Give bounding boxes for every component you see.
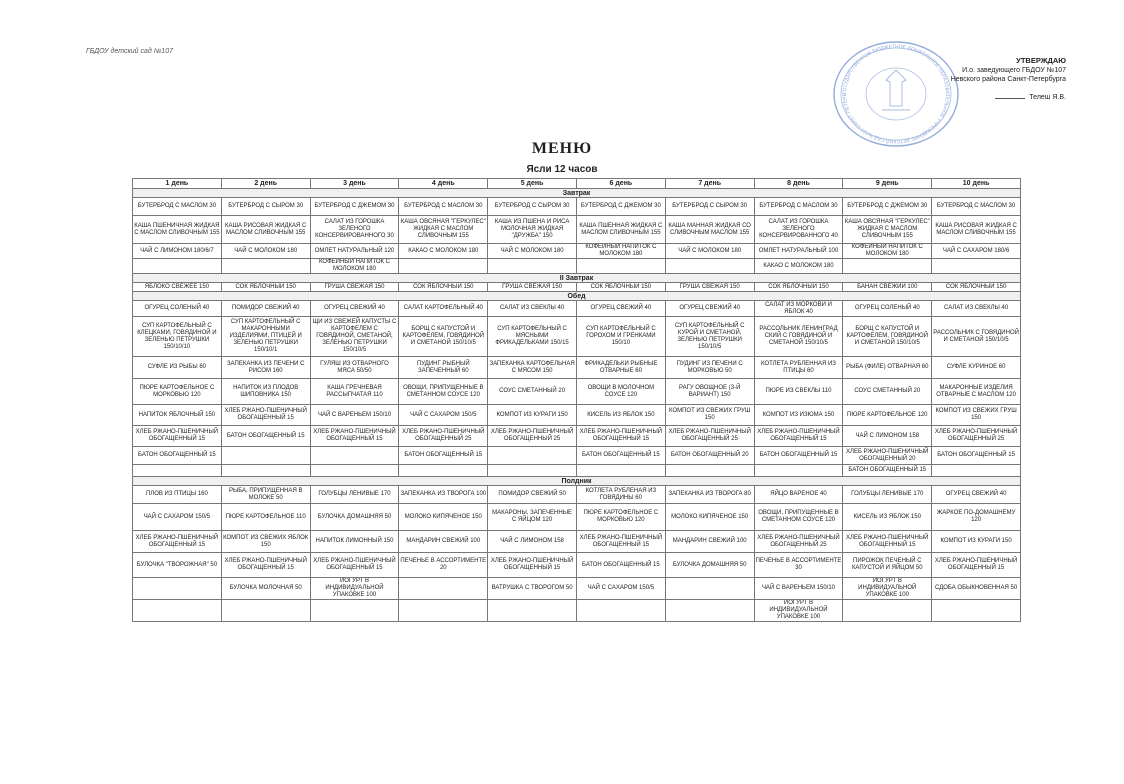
menu-cell: БУЛОЧКА МОЛОЧНАЯ 50	[221, 578, 310, 600]
table-row	[133, 244, 1021, 259]
menu-cell: САЛАТ ИЗ ГОРОШКА ЗЕЛЕНОГО КОНСЕРВИРОВАННОГО 40	[754, 216, 843, 244]
menu-cell: КАША ИЗ ПШЕНА И РИСА МОЛОЧНАЯ ЖИДКАЯ "ДРУЖБА" 150	[488, 216, 577, 244]
menu-cell: СДОБА ОБЫКНОВЕННАЯ 50	[932, 578, 1021, 600]
menu-cell: ПУДИНГ ИЗ ПЕЧЕНИ С МОРКОВЬЮ 50	[665, 357, 754, 379]
menu-cell: ХЛЕБ РЖАНО-ПШЕНИЧНЫЙ ОБОГАЩЕННЫЙ 25	[488, 426, 577, 447]
menu-cell: КОМПОТ ИЗ СВЕЖИХ ГРУШ 150	[932, 405, 1021, 426]
menu-cell: КОФЕЙНЫЙ НАПИТОК С МОЛОКОМ 180	[310, 259, 399, 274]
menu-cell: ХЛЕБ РЖАНО-ПШЕНИЧНЫЙ ОБОГАЩЕННЫЙ 25	[399, 426, 488, 447]
menu-cell: БУТЕРБРОД С МАСЛОМ 30	[399, 198, 488, 216]
day-header: 1 день	[133, 179, 222, 189]
table-row	[133, 259, 1021, 274]
organization-name: ГБДОУ детский сад №107	[86, 48, 173, 55]
day-header: 7 день	[665, 179, 754, 189]
menu-cell: ХЛЕБ РЖАНО-ПШЕНИЧНЫЙ ОБОГАЩЕННЫЙ 15	[221, 405, 310, 426]
menu-cell: КАША ПШЕНИЧНАЯ ЖИДКАЯ С МАСЛОМ СЛИВОЧНЫМ 155	[133, 216, 222, 244]
menu-cell: НАПИТОК ИЗ ПЛОДОВ ШИПОВНИКА 150	[221, 379, 310, 405]
menu-cell	[221, 447, 310, 465]
day-header: 2 день	[221, 179, 310, 189]
menu-cell	[399, 465, 488, 477]
menu-cell: КОМПОТ ИЗ СВЕЖИХ ЯБЛОК 150	[221, 531, 310, 553]
menu-cell: ЧАЙ С САХАРОМ 150/5	[576, 578, 665, 600]
menu-cell: ОВОЩИ, ПРИПУЩЕННЫЕ В СМЕТАННОМ СОУСЕ 120	[399, 379, 488, 405]
menu-cell: ЧАЙ С МОЛОКОМ 180	[488, 244, 577, 259]
menu-cell: ХЛЕБ РЖАНО-ПШЕНИЧНЫЙ ОБОГАЩЕННЫЙ 15	[221, 553, 310, 578]
menu-cell: БУТЕРБРОД С ДЖЕМОМ 30	[310, 198, 399, 216]
menu-cell: КОМПОТ ИЗ ИЗЮМА 150	[754, 405, 843, 426]
menu-cell: ОГУРЕЦ СВЕЖИЙ 40	[310, 301, 399, 317]
menu-cell: КАША ОВСЯНАЯ "ГЕРКУЛЕС" ЖИДКАЯ С МАСЛОМ СЛИВОЧНЫМ 155	[843, 216, 932, 244]
menu-cell: КАКАО С МОЛОКОМ 180	[399, 244, 488, 259]
menu-cell: РАССОЛЬНИК ЛЕНИНГРАД СКИЙ С ГОВЯДИНОЙ И СМЕТАНОЙ 150/10/5	[754, 317, 843, 357]
menu-cell: ПОМИДОР СВЕЖИЙ 40	[221, 301, 310, 317]
menu-cell	[399, 600, 488, 622]
menu-cell: ХЛЕБ РЖАНО-ПШЕНИЧНЫЙ ОБОГАЩЕННЫЙ 15	[843, 531, 932, 553]
table-row	[133, 465, 1021, 477]
menu-cell: СУФЛЕ ИЗ РЫБЫ 60	[133, 357, 222, 379]
menu-cell: ХЛЕБ РЖАНО-ПШЕНИЧНЫЙ ОБОГАЩЕННЫЙ 20	[843, 447, 932, 465]
menu-cell	[310, 465, 399, 477]
menu-cell: ХЛЕБ РЖАНО-ПШЕНИЧНЫЙ ОБОГАЩЕННЫЙ 25	[932, 426, 1021, 447]
menu-cell: ФРИКАДЕЛЬКИ РЫБНЫЕ ОТВАРНЫЕ 60	[576, 357, 665, 379]
menu-cell: ОГУРЕЦ СОЛЕНЫЙ 40	[133, 301, 222, 317]
menu-cell: БАТОН ОБОГАЩЕННЫЙ 15	[221, 426, 310, 447]
section-title: Обед	[133, 292, 1021, 301]
menu-cell: ЗАПЕКАНКА ИЗ ПЕЧЕНИ С РИСОМ 160	[221, 357, 310, 379]
menu-cell: СУП КАРТОФЕЛЬНЫЙ С МАКАРОННЫМИ ИЗДЕЛИЯМИ, ПТИЦЕЙ И ЗЕЛЕНЬЮ ПЕТРУШКИ 150/10/1	[221, 317, 310, 357]
menu-cell: ЖАРКОЕ ПО-ДОМАШНЕМУ 120	[932, 504, 1021, 531]
menu-cell: БУТЕРБРОД С СЫРОМ 30	[665, 198, 754, 216]
menu-cell: БАНАН СВЕЖИЙ 100	[843, 283, 932, 292]
menu-cell	[576, 600, 665, 622]
menu-cell: ЩИ ИЗ СВЕЖЕЙ КАПУСТЫ С КАРТОФЕЛЕМ С ГОВЯДИНОЙ, СМЕТАНОЙ, ЗЕЛЕНЬЮ ПЕТРУШКИ 150/10/5	[310, 317, 399, 357]
menu-cell: ЧАЙ С МОЛОКОМ 180	[665, 244, 754, 259]
menu-cell	[221, 259, 310, 274]
menu-cell: ХЛЕБ РЖАНО-ПШЕНИЧНЫЙ ОБОГАЩЕННЫЙ 25	[754, 531, 843, 553]
menu-cell: БУЛОЧКА ДОМАШНЯЯ 50	[310, 504, 399, 531]
signature-underline	[995, 98, 1025, 99]
menu-cell: ПЮРЕ КАРТОФЕЛЬНОЕ С МОРКОВЬЮ 120	[576, 504, 665, 531]
menu-cell: БУТЕРБРОД С СЫРОМ 30	[488, 198, 577, 216]
days-header-row	[133, 179, 1021, 189]
menu-cell: КОМПОТ ИЗ КУРАГИ 150	[488, 405, 577, 426]
menu-cell	[488, 600, 577, 622]
menu-cell: СОК ЯБЛОЧНЫЙ 150	[932, 283, 1021, 292]
menu-cell: МАКАРОННЫЕ ИЗДЕЛИЯ ОТВАРНЫЕ С МАСЛОМ 120	[932, 379, 1021, 405]
approve-district: Невского района Санкт-Петербурга	[950, 76, 1066, 83]
menu-cell: ЯЙЦО ВАРЕНОЕ 40	[754, 486, 843, 504]
menu-cell: ОМЛЕТ НАТУРАЛЬНЫЙ 120	[310, 244, 399, 259]
menu-cell: СУП КАРТОФЕЛЬНЫЙ С КЛЕЦКАМИ, ГОВЯДИНОЙ И ЗЕЛЕНЬЮ ПЕТРУШКИ 150/10/10	[133, 317, 222, 357]
menu-cell: ЧАЙ С ЛИМОНОМ 180/6/7	[133, 244, 222, 259]
menu-cell: СОК ЯБЛОЧНЫЙ 150	[576, 283, 665, 292]
menu-cell: СОК ЯБЛОЧНЫЙ 150	[221, 283, 310, 292]
table-row	[133, 578, 1021, 600]
menu-cell: ЧАЙ С ВАРЕНЬЕМ 150/10	[754, 578, 843, 600]
menu-cell: САЛАТ КАРТОФЕЛЬНЫЙ 40	[399, 301, 488, 317]
menu-body	[133, 189, 1021, 622]
day-header: 4 день	[399, 179, 488, 189]
menu-cell: ХЛЕБ РЖАНО-ПШЕНИЧНЫЙ ОБОГАЩЕННЫЙ 15	[576, 531, 665, 553]
menu-cell	[754, 465, 843, 477]
approve-title: УТВЕРЖДАЮ	[1016, 56, 1066, 65]
menu-cell: ЗАПЕКАНКА ИЗ ТВОРОГА 80	[665, 486, 754, 504]
menu-cell: РАССОЛЬНИК С ГОВЯДИНОЙ И СМЕТАНОЙ 150/10/5	[932, 317, 1021, 357]
menu-cell	[310, 447, 399, 465]
menu-cell: ПЮРЕ КАРТОФЕЛЬНОЕ С МОРКОВЬЮ 120	[133, 379, 222, 405]
menu-cell: МОЛОКО КИПЯЧЕНОЕ 150	[399, 504, 488, 531]
menu-cell	[932, 259, 1021, 274]
menu-cell: КАША ОВСЯНАЯ "ГЕРКУЛЕС" ЖИДКАЯ С МАСЛОМ СЛИВОЧНЫМ 155	[399, 216, 488, 244]
menu-cell: ГРУША СВЕЖАЯ 150	[665, 283, 754, 292]
menu-cell: БАТОН ОБОГАЩЕННЫЙ 15	[399, 447, 488, 465]
day-header: 3 день	[310, 179, 399, 189]
table-row	[133, 379, 1021, 405]
menu-cell: СОК ЯБЛОЧНЫЙ 150	[399, 283, 488, 292]
day-header: 10 день	[932, 179, 1021, 189]
menu-cell: КАША РИСОВАЯ ЖИДКАЯ С МАСЛОМ СЛИВОЧНЫМ 155	[932, 216, 1021, 244]
table-row	[133, 405, 1021, 426]
menu-cell: ХЛЕБ РЖАНО-ПШЕНИЧНЫЙ ОБОГАЩЕННЫЙ 15	[754, 426, 843, 447]
menu-cell: ЙОГУРТ В ИНДИВИДУАЛЬНОЙ УПАКОВКЕ 100	[843, 578, 932, 600]
menu-cell: БАТОН ОБОГАЩЕННЫЙ 15	[576, 447, 665, 465]
menu-cell: СУФЛЕ КУРИНОЕ 60	[932, 357, 1021, 379]
menu-cell: ВАТРУШКА С ТВОРОГОМ 50	[488, 578, 577, 600]
menu-cell: КАКАО С МОЛОКОМ 180	[754, 259, 843, 274]
menu-cell: ОГУРЕЦ СВЕЖИЙ 40	[665, 301, 754, 317]
menu-cell: БУТЕРБРОД С МАСЛОМ 30	[133, 198, 222, 216]
menu-cell: ЧАЙ С САХАРОМ 150/5	[133, 504, 222, 531]
menu-cell: СУП КАРТОФЕЛЬНЫЙ С МЯСНЫМИ ФРИКАДЕЛЬКАМИ 150/15	[488, 317, 577, 357]
menu-cell: ХЛЕБ РЖАНО-ПШЕНИЧНЫЙ ОБОГАЩЕННЫЙ 15	[576, 426, 665, 447]
table-row	[133, 283, 1021, 292]
menu-cell: БАТОН ОБОГАЩЕННЫЙ 15	[133, 447, 222, 465]
menu-cell	[488, 465, 577, 477]
approve-signer: Телеш Я.В.	[1029, 93, 1066, 101]
table-row	[133, 600, 1021, 622]
menu-cell: БАТОН ОБОГАЩЕННЫЙ 15	[576, 553, 665, 578]
menu-cell: ПЕЧЕНЬЕ В АССОРТИМЕНТЕ 30	[754, 553, 843, 578]
day-header: 8 день	[754, 179, 843, 189]
menu-cell	[932, 465, 1021, 477]
menu-cell: ПОМИДОР СВЕЖИЙ 50	[488, 486, 577, 504]
approve-signature-line	[951, 93, 1066, 103]
menu-cell: ЧАЙ С ЛИМОНОМ 158	[488, 531, 577, 553]
menu-cell: ЗАПЕКАНКА КАРТОФЕЛЬНАЯ С МЯСОМ 150	[488, 357, 577, 379]
menu-cell: ГРУША СВЕЖАЯ 150	[488, 283, 577, 292]
menu-cell	[488, 447, 577, 465]
table-row	[133, 447, 1021, 465]
page-title: МЕНЮ	[531, 140, 593, 157]
menu-cell	[133, 578, 222, 600]
menu-cell: ОГУРЕЦ СВЕЖИЙ 40	[576, 301, 665, 317]
table-row	[133, 553, 1021, 578]
menu-cell	[576, 259, 665, 274]
section-title: II Завтрак	[133, 274, 1021, 283]
menu-cell: БОРЩ С КАПУСТОЙ И КАРТОФЕЛЕМ, ГОВЯДИНОЙ И СМЕТАНОЙ 150/10/5	[843, 317, 932, 357]
approve-position: И.о. заведующего ГБДОУ №107	[962, 66, 1066, 74]
menu-cell	[133, 465, 222, 477]
menu-cell: БУТЕРБРОД С ДЖЕМОМ 30	[843, 198, 932, 216]
menu-cell: ПЮРЕ КАРТОФЕЛЬНОЕ 110	[221, 504, 310, 531]
table-row	[133, 301, 1021, 317]
menu-cell: СОУС СМЕТАННЫЙ 20	[843, 379, 932, 405]
menu-cell: КИСЕЛЬ ИЗ ЯБЛОК 150	[843, 504, 932, 531]
menu-cell: ХЛЕБ РЖАНО-ПШЕНИЧНЫЙ ОБОГАЩЕННЫЙ 15	[310, 426, 399, 447]
page-subtitle: Ясли 12 часов	[526, 164, 598, 175]
menu-cell: ГРУША СВЕЖАЯ 150	[310, 283, 399, 292]
menu-cell: КАША ГРЕЧНЕВАЯ РАССЫПЧАТАЯ 110	[310, 379, 399, 405]
menu-cell: ЗАПЕКАНКА ИЗ ТВОРОГА 100	[399, 486, 488, 504]
menu-cell: РЫБА (ФИЛЕ) ОТВАРНАЯ 60	[843, 357, 932, 379]
day-header: 9 день	[843, 179, 932, 189]
menu-cell: ОГУРЕЦ СВЕЖИЙ 40	[932, 486, 1021, 504]
menu-cell: СОК ЯБЛОЧНЫЙ 150	[754, 283, 843, 292]
menu-cell: ЧАЙ С МОЛОКОМ 180	[221, 244, 310, 259]
menu-cell	[843, 259, 932, 274]
menu-cell: ОВОЩИ В МОЛОЧНОМ СОУСЕ 120	[576, 379, 665, 405]
menu-cell: ПЮРЕ КАРТОФЕЛЬНОЕ 120	[843, 405, 932, 426]
menu-cell: РАГУ ОВОЩНОЕ (3-Й ВАРИАНТ) 150	[665, 379, 754, 405]
menu-cell: ЧАЙ С САХАРОМ 150/5	[399, 405, 488, 426]
menu-cell: РЫБА, ПРИПУЩЕННАЯ В МОЛОКЕ 50	[221, 486, 310, 504]
table-row	[133, 531, 1021, 553]
menu-cell	[665, 578, 754, 600]
menu-cell: КОМПОТ ИЗ СВЕЖИХ ГРУШ 150	[665, 405, 754, 426]
menu-cell: КОМПОТ ИЗ КУРАГИ 150	[932, 531, 1021, 553]
menu-cell	[665, 600, 754, 622]
menu-cell: ХЛЕБ РЖАНО-ПШЕНИЧНЫЙ ОБОГАЩЕННЫЙ 15	[488, 553, 577, 578]
table-row	[133, 317, 1021, 357]
menu-cell: БУТЕРБРОД С МАСЛОМ 30	[754, 198, 843, 216]
menu-cell: КОФЕЙНЫЙ НАПИТОК С МОЛОКОМ 180	[576, 244, 665, 259]
menu-cell	[932, 600, 1021, 622]
menu-cell	[221, 465, 310, 477]
menu-cell: СУП КАРТОФЕЛЬНЫЙ С ГОРОХОМ И ГРЕНКАМИ 150/10	[576, 317, 665, 357]
section-row	[133, 477, 1021, 486]
menu-cell: БАТОН ОБОГАЩЕННЫЙ 20	[665, 447, 754, 465]
menu-cell: МОЛОКО КИПЯЧЕНОЕ 150	[665, 504, 754, 531]
day-header: 5 день	[488, 179, 577, 189]
menu-cell	[221, 600, 310, 622]
menu-cell: СУП КАРТОФЕЛЬНЫЙ С КУРОЙ И СМЕТАНОЙ, ЗЕЛЕНЬЮ ПЕТРУШКИ 150/10/5	[665, 317, 754, 357]
menu-cell: НАПИТОК ЛИМОННЫЙ 150	[310, 531, 399, 553]
menu-cell: БУТЕРБРОД С ДЖЕМОМ 30	[576, 198, 665, 216]
menu-cell	[133, 600, 222, 622]
menu-cell: ОВОЩИ, ПРИПУЩЕННЫЕ В СМЕТАННОМ СОУСЕ 120	[754, 504, 843, 531]
section-title: Завтрак	[133, 189, 1021, 198]
menu-cell: ЧАЙ С ВАРЕНЬЕМ 150/10	[310, 405, 399, 426]
menu-cell: МАНДАРИН СВЕЖИЙ 100	[399, 531, 488, 553]
menu-cell	[133, 259, 222, 274]
menu-cell	[576, 465, 665, 477]
menu-cell: КАША РИСОВАЯ ЖИДКАЯ С МАСЛОМ СЛИВОЧНЫМ 155	[221, 216, 310, 244]
menu-cell: БАТОН ОБОГАЩЕННЫЙ 15	[843, 465, 932, 477]
menu-cell: ОГУРЕЦ СОЛЕНЫЙ 40	[843, 301, 932, 317]
menu-cell: ХЛЕБ РЖАНО-ПШЕНИЧНЫЙ ОБОГАЩЕННЫЙ 15	[932, 553, 1021, 578]
menu-cell: БУЛОЧКА "ТВОРОЖНАЯ" 50	[133, 553, 222, 578]
menu-cell: ХЛЕБ РЖАНО-ПШЕНИЧНЫЙ ОБОГАЩЕННЫЙ 25	[665, 426, 754, 447]
menu-cell	[665, 465, 754, 477]
menu-cell: САЛАТ ИЗ МОРКОВИ И ЯБЛОК 40	[754, 301, 843, 317]
menu-cell: ХЛЕБ РЖАНО-ПШЕНИЧНЫЙ ОБОГАЩЕННЫЙ 15	[310, 553, 399, 578]
section-title: Полдник	[133, 477, 1021, 486]
menu-cell	[399, 259, 488, 274]
menu-cell: ГОЛУБЦЫ ЛЕНИВЫЕ 170	[843, 486, 932, 504]
table-row	[133, 504, 1021, 531]
menu-cell: БУТЕРБРОД С СЫРОМ 30	[221, 198, 310, 216]
menu-cell	[399, 578, 488, 600]
menu-cell: МАНДАРИН СВЕЖИЙ 100	[665, 531, 754, 553]
section-row	[133, 292, 1021, 301]
menu-cell: ПЛОВ ИЗ ПТИЦЫ 160	[133, 486, 222, 504]
menu-cell: ПЮРЕ ИЗ СВЕКЛЫ 110	[754, 379, 843, 405]
menu-cell: КОТЛЕТА РУБЛЕНАЯ ИЗ ГОВЯДИНЫ 60	[576, 486, 665, 504]
table-row	[133, 486, 1021, 504]
table-row	[133, 426, 1021, 447]
menu-cell: МАКАРОНЫ, ЗАПЕЧЕННЫЕ С ЯЙЦОМ 120	[488, 504, 577, 531]
menu-cell: НАПИТОК ЯБЛОЧНЫЙ 150	[133, 405, 222, 426]
menu-cell: ХЛЕБ РЖАНО-ПШЕНИЧНЫЙ ОБОГАЩЕННЫЙ 15	[133, 426, 222, 447]
menu-cell: БУТЕРБРОД С МАСЛОМ 30	[932, 198, 1021, 216]
menu-cell: ЧАЙ С ЛИМОНОМ 158	[843, 426, 932, 447]
section-row	[133, 189, 1021, 198]
menu-cell: ОМЛЕТ НАТУРАЛЬНЫЙ 100	[754, 244, 843, 259]
menu-cell: КОТЛЕТА РУБЛЕННАЯ ИЗ ПТИЦЫ 60	[754, 357, 843, 379]
menu-cell: ХЛЕБ РЖАНО-ПШЕНИЧНЫЙ ОБОГАЩЕННЫЙ 15	[133, 531, 222, 553]
menu-cell: ЧАЙ С САХАРОМ 180/6	[932, 244, 1021, 259]
menu-cell	[488, 259, 577, 274]
menu-cell: КАША ПШЕННАЯ ЖИДКАЯ С МАСЛОМ СЛИВОЧНЫМ 155	[576, 216, 665, 244]
menu-cell	[843, 600, 932, 622]
menu-cell: САЛАТ ИЗ СВЕКЛЫ 40	[488, 301, 577, 317]
menu-cell: ГУЛЯШ ИЗ ОТВАРНОГО МЯСА 50/50	[310, 357, 399, 379]
table-row	[133, 198, 1021, 216]
approval-block	[951, 56, 1066, 102]
menu-cell	[665, 259, 754, 274]
menu-cell	[310, 600, 399, 622]
menu-cell: САЛАТ ИЗ СВЕКЛЫ 40	[932, 301, 1021, 317]
menu-cell: САЛАТ ИЗ ГОРОШКА ЗЕЛЕНОГО КОНСЕРВИРОВАННОГО 30	[310, 216, 399, 244]
stamp-text: ГОСУДАРСТВЕННОЕ БЮДЖЕТНОЕ ДОШКОЛЬНОЕ ОБРАЗОВАТЕЛЬНОЕ УЧРЕЖДЕНИЕ ДЕТСКИЙ САД №107 САНКТ-ПЕТЕРБ	[841, 43, 951, 145]
official-stamp	[822, 40, 970, 148]
menu-cell: ЙОГУРТ В ИНДИВИДУАЛЬНОЙ УПАКОВКЕ 100	[310, 578, 399, 600]
menu-cell: КИСЕЛЬ ИЗ ЯБЛОК 150	[576, 405, 665, 426]
menu-cell: СОУС СМЕТАННЫЙ 20	[488, 379, 577, 405]
menu-cell: КОФЕЙНЫЙ НАПИТОК С МОЛОКОМ 180	[843, 244, 932, 259]
menu-cell: ЙОГУРТ В ИНДИВИДУАЛЬНОЙ УПАКОВКЕ 100	[754, 600, 843, 622]
table-row	[133, 216, 1021, 244]
menu-cell: БАТОН ОБОГАЩЕННЫЙ 15	[754, 447, 843, 465]
day-header: 6 день	[576, 179, 665, 189]
menu-cell: ПУДИНГ РЫБНЫЙ ЗАПЕЧЕННЫЙ 60	[399, 357, 488, 379]
menu-cell: БАТОН ОБОГАЩЕННЫЙ 15	[932, 447, 1021, 465]
menu-cell: ГОЛУБЦЫ ЛЕНИВЫЕ 170	[310, 486, 399, 504]
menu-cell: ПИРОЖОК ПЕЧЕНЫЙ С КАПУСТОЙ И ЯЙЦОМ 50	[843, 553, 932, 578]
menu-table	[132, 178, 1021, 622]
menu-cell: ЯБЛОКО СВЕЖЕЕ 150	[133, 283, 222, 292]
menu-cell: ПЕЧЕНЬЕ В АССОРТИМЕНТЕ 20	[399, 553, 488, 578]
table-row	[133, 357, 1021, 379]
section-row	[133, 274, 1021, 283]
menu-cell: КАША МАННАЯ ЖИДКАЯ СО СЛИВОЧНЫМ МАСЛОМ 155	[665, 216, 754, 244]
menu-cell: БУЛОЧКА ДОМАШНЯЯ 50	[665, 553, 754, 578]
menu-cell: БОРЩ С КАПУСТОЙ И КАРТОФЕЛЕМ, ГОВЯДИНОЙ И СМЕТАНОЙ 150/10/5	[399, 317, 488, 357]
